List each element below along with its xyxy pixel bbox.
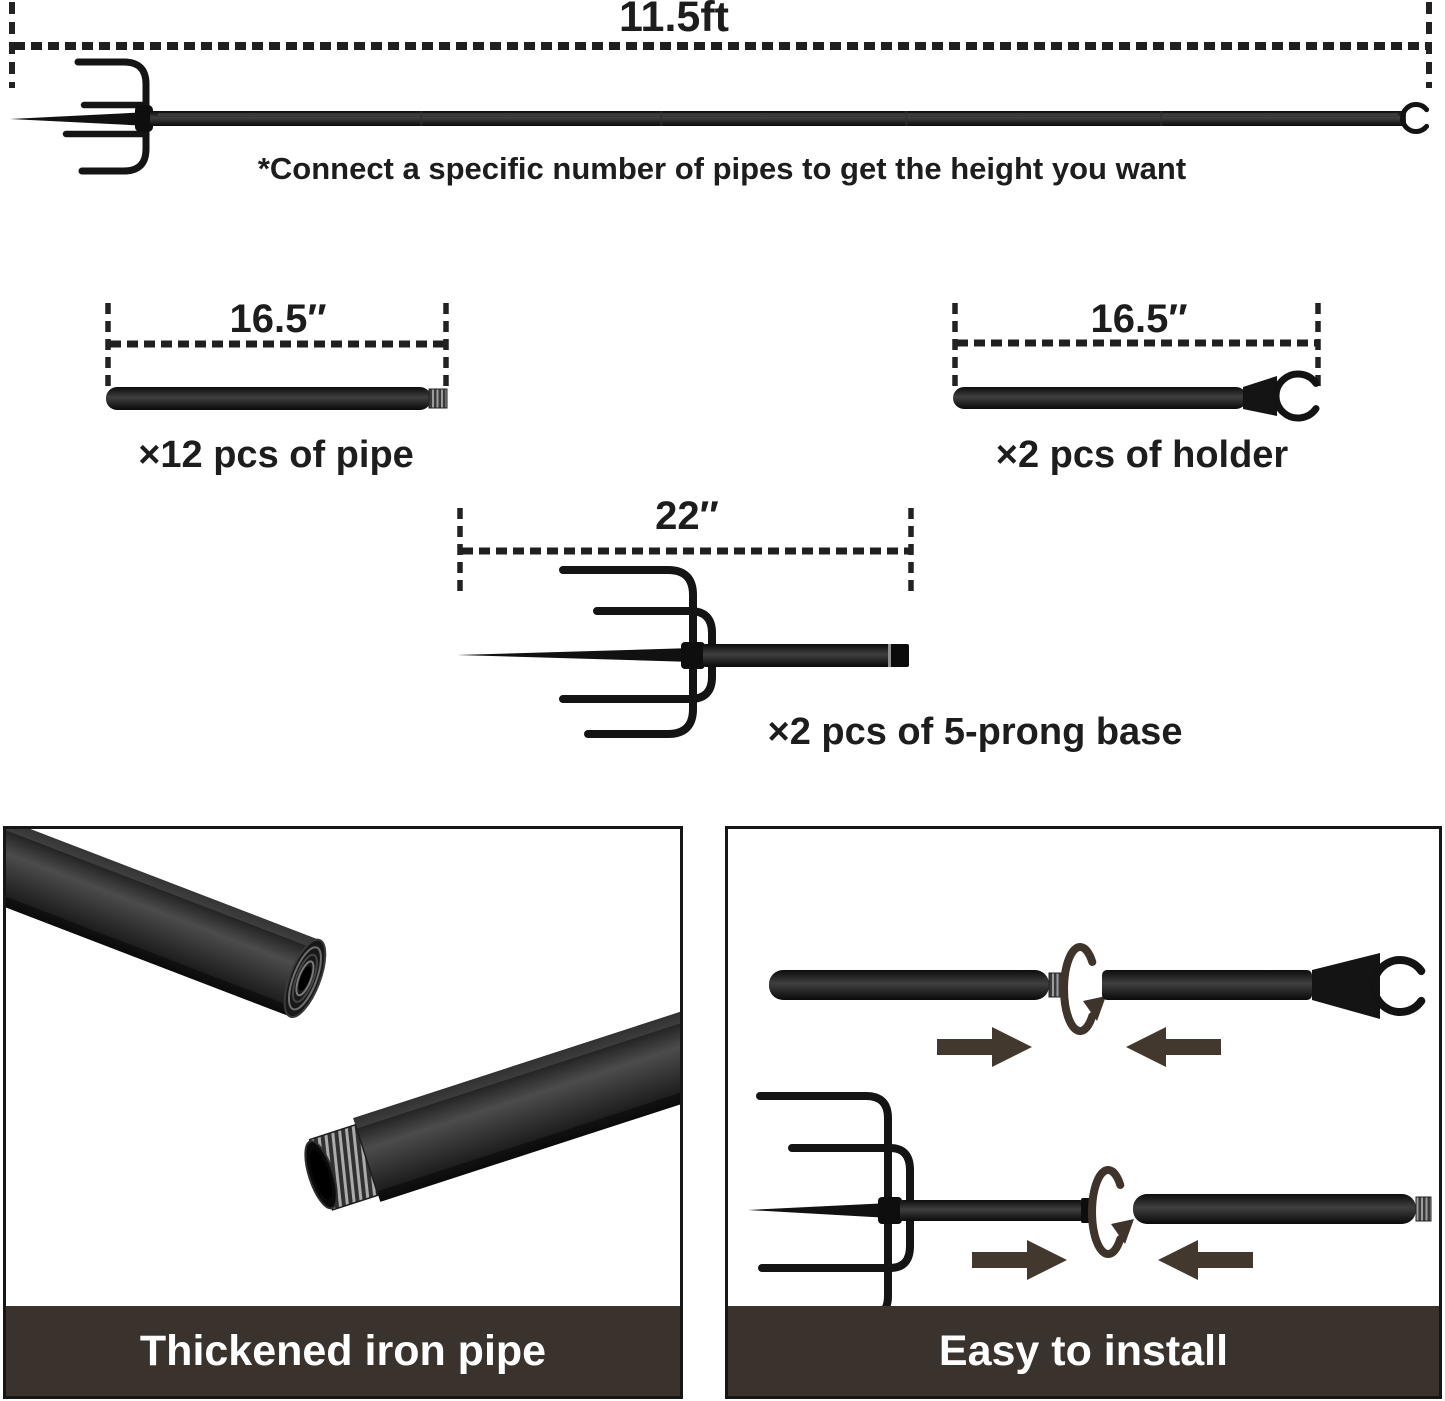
prong-base-quantity-label: ×2 pcs of 5-prong base xyxy=(767,711,1183,753)
rotate-icon xyxy=(1092,1170,1134,1254)
handle-silver-ring xyxy=(888,644,891,667)
rotate-icon xyxy=(1064,947,1106,1031)
holder-stem xyxy=(1102,970,1312,1000)
right-panel-caption: Easy to install xyxy=(728,1306,1439,1396)
fork-hub xyxy=(878,1197,902,1224)
install-step-pipe-holder xyxy=(769,947,1421,1067)
fork-handle xyxy=(900,1200,1083,1221)
easy-install-panel xyxy=(725,826,1442,1399)
fork-center-spike xyxy=(10,112,150,126)
fork-handle xyxy=(703,644,895,667)
pipe-dimension-label: 16.5″ xyxy=(229,297,327,341)
connect-note-text: *Connect a specific number of pipes to get the height you want xyxy=(257,151,1187,186)
pipe-threaded-tip xyxy=(429,389,447,408)
pipe-threaded-tip xyxy=(1416,1197,1431,1221)
fork-hub xyxy=(681,642,705,669)
arrow-right-icon xyxy=(937,1027,1032,1067)
pipe-male-end xyxy=(296,995,680,1221)
holder-ring xyxy=(1374,960,1421,1012)
prong-base-dimension-label: 22″ xyxy=(655,494,719,538)
pipe-body xyxy=(106,387,431,410)
pole-shaft-highlight xyxy=(158,113,1398,116)
install-steps-illustration xyxy=(728,829,1439,1306)
arrow-right-icon xyxy=(972,1240,1067,1280)
holder-stem xyxy=(953,387,1247,409)
holder-ring xyxy=(1402,104,1426,131)
pipe-body xyxy=(769,970,1049,1000)
holder-dimension-label: 16.5″ xyxy=(1090,297,1188,341)
prong-base-diagram xyxy=(457,508,911,734)
fork-center-spike xyxy=(457,648,693,662)
pipe-female-end xyxy=(6,829,334,1022)
arrow-left-icon xyxy=(1158,1240,1253,1280)
holder-flare xyxy=(1243,376,1277,416)
holder-quantity-label: ×2 pcs of holder xyxy=(995,434,1289,476)
overall-length-label: 11.5ft xyxy=(619,0,729,41)
thickened-pipe-panel xyxy=(3,826,683,1399)
pipe-ends-photo xyxy=(6,829,680,1306)
fork-outer-tines xyxy=(760,1096,888,1306)
arrow-left-icon xyxy=(1126,1027,1221,1067)
fork-center-spike xyxy=(748,1203,890,1218)
holder-flare xyxy=(1312,953,1380,1019)
pipe-quantity-label: ×12 pcs of pipe xyxy=(138,434,414,476)
handle-tip xyxy=(891,644,909,667)
pipe-body xyxy=(1133,1194,1416,1224)
left-panel-caption: Thickened iron pipe xyxy=(6,1306,680,1396)
holder-ring xyxy=(1276,374,1316,418)
install-step-base-pipe xyxy=(748,1096,1431,1306)
